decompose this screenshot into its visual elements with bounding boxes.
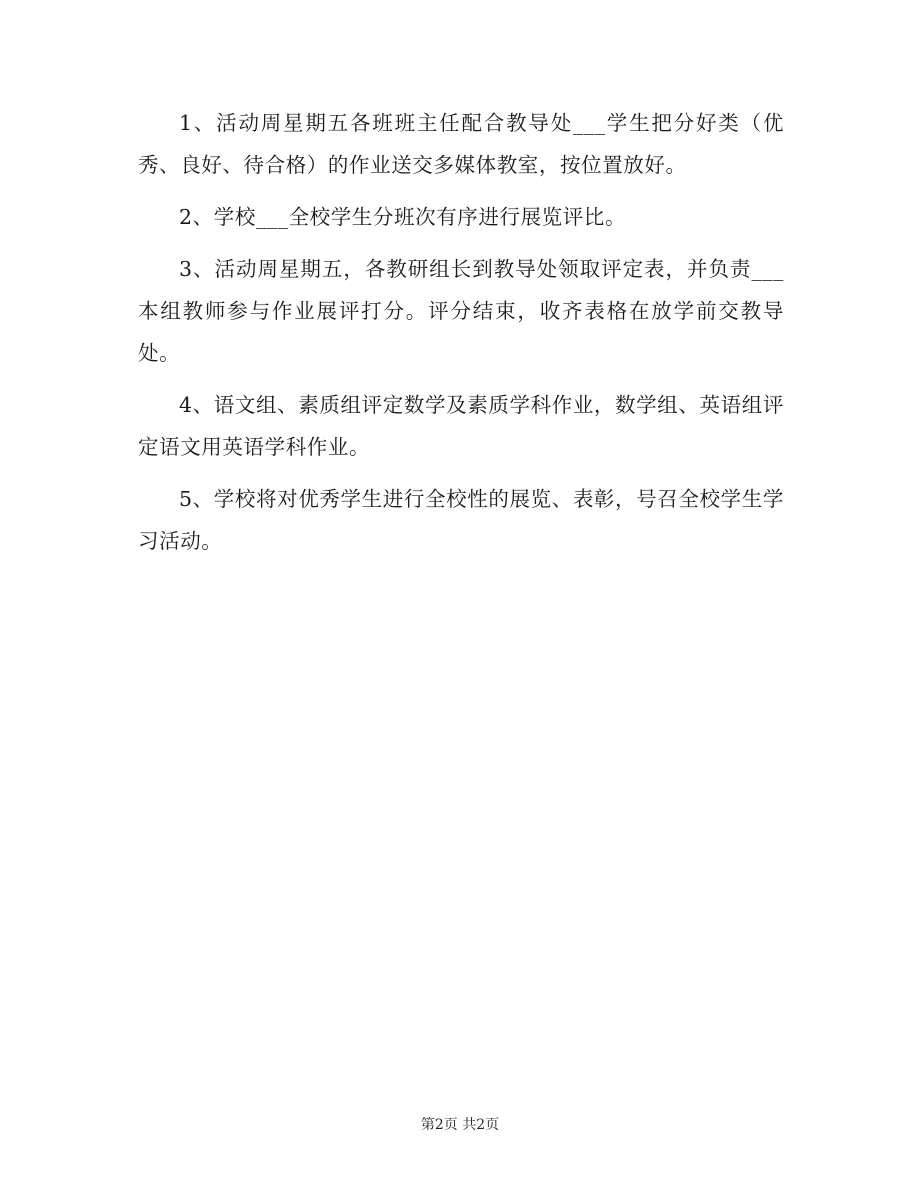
paragraph-5: 5、学校将对优秀学生进行全校性的展览、表彰，号召全校学生学习活动。 <box>138 487 784 553</box>
paragraph-2: 2、学校___全校学生分班次有序进行展览评比。 <box>179 205 627 229</box>
paragraph-1: 1、活动周星期五各班班主任配合教导处___学生把分好类（优秀、良好、待合格）的作业送交多媒体教室，按位置放好。 <box>138 111 784 177</box>
document-body <box>138 102 784 572</box>
paragraph-3: 3、活动周星期五，各教研组长到教导处领取评定表，并负责___本组教师参与作业展评打分。评分结束，收齐表格在放学前交教导处。 <box>138 257 784 365</box>
paragraph-4: 4、语文组、素质组评定数学及素质学科作业，数学组、英语组评定语文用英语学科作业。 <box>138 393 784 459</box>
page-number-footer: 第2页 共2页 <box>420 1117 500 1133</box>
